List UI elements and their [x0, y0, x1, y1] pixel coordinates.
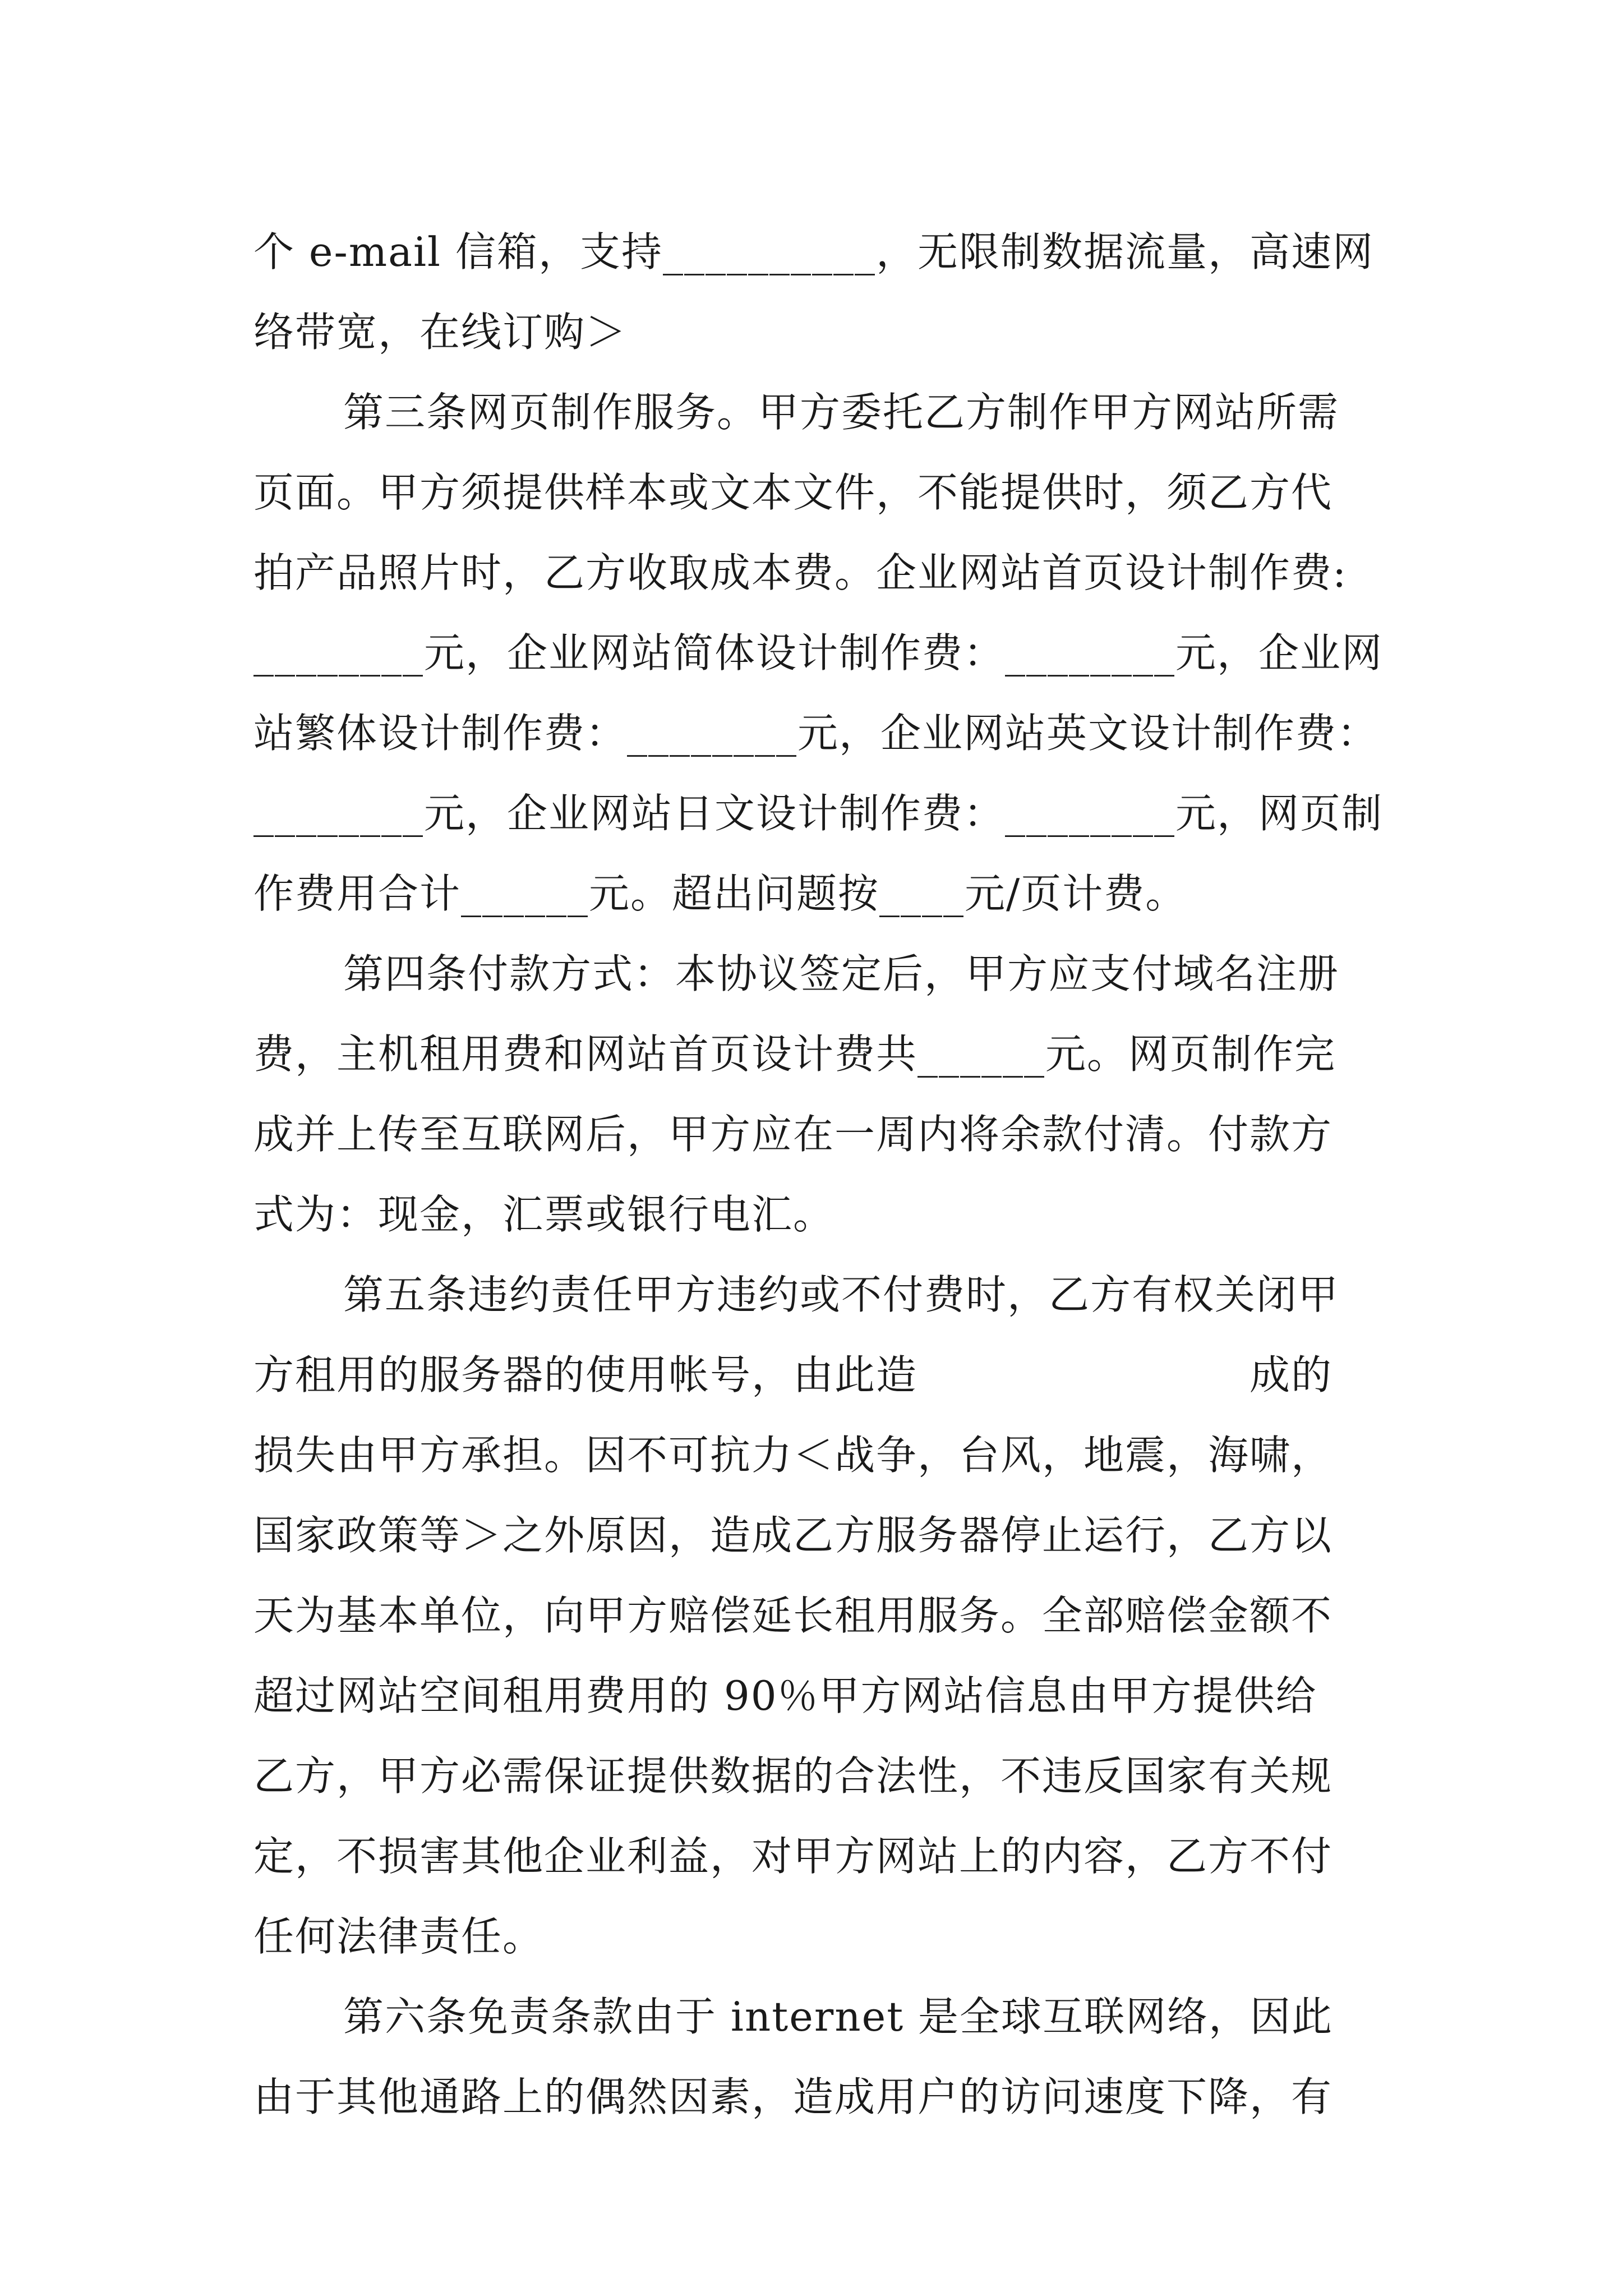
text-line-19: 超过网站空间租用费用的 90％甲方网站信息由甲方提供给 — [253, 1672, 1317, 1719]
text-line-17: 国家政策等＞之外原因，造成乙方服务器停止运行，乙方以 — [253, 1512, 1333, 1559]
text-line-21: 定，不损害其他企业利益，对甲方网站上的内容，乙方不付 — [253, 1833, 1333, 1880]
text-line-1: 个 e-mail 信箱，支持__________，无限制数据流量，高速网 — [253, 228, 1374, 275]
text-line-2: 络带宽，在线订购＞ — [253, 309, 628, 356]
article-4-heading-line: 第四条付款方式：本协议签定后，甲方应支付域名注册 — [343, 950, 1340, 997]
article-6-heading-line: 第六条免责条款由于 internet 是全球互联网络，因此 — [343, 1993, 1334, 2040]
contract-body — [253, 212, 1384, 2137]
text-line-12: 成并上传至互联网后，甲方应在一周内将余款付清。付款方 — [253, 1111, 1333, 1158]
text-line-6: ________元，企业网站简体设计制作费：________元，企业网 — [253, 629, 1384, 677]
text-line-22: 任何法律责任。 — [253, 1913, 545, 1960]
text-line-8: ________元，企业网站日文设计制作费：________元，网页制 — [253, 790, 1384, 837]
text-line-11: 费，主机租用费和网站首页设计费共______元。网页制作完 — [253, 1030, 1336, 1078]
article-3-heading-line: 第三条网页制作服务。甲方委托乙方制作甲方网站所需 — [343, 389, 1340, 436]
text-line-20: 乙方，甲方必需保证提供数据的合法性，不违反国家有关规 — [253, 1752, 1333, 1800]
text-line-4: 页面。甲方须提供样本或文本文件，不能提供时，须乙方代 — [253, 469, 1333, 516]
text-line-16: 损失由甲方承担。因不可抗力＜战争，台风，地震，海啸， — [253, 1432, 1333, 1479]
text-line-15: 方租用的服务器的使用帐号，由此造 成的 — [253, 1351, 1333, 1398]
text-line-18: 天为基本单位，向甲方赔偿延长租用服务。全部赔偿金额不 — [253, 1592, 1333, 1639]
text-line-13: 式为：现金，汇票或银行电汇。 — [253, 1191, 835, 1238]
text-line-5: 拍产品照片时，乙方收取成本费。企业网站首页设计制作费: — [253, 549, 1348, 596]
text-line-24: 由于其他通路上的偶然因素，造成用户的访问速度下降，有 — [253, 2073, 1333, 2120]
text-line-9: 作费用合计______元。超出问题按____元/页计费。 — [253, 870, 1187, 917]
text-line-7: 站繁体设计制作费：________元，企业网站英文设计制作费： — [253, 710, 1379, 757]
article-5-heading-line: 第五条违约责任甲方违约或不付费时，乙方有权关闭甲 — [343, 1271, 1340, 1318]
